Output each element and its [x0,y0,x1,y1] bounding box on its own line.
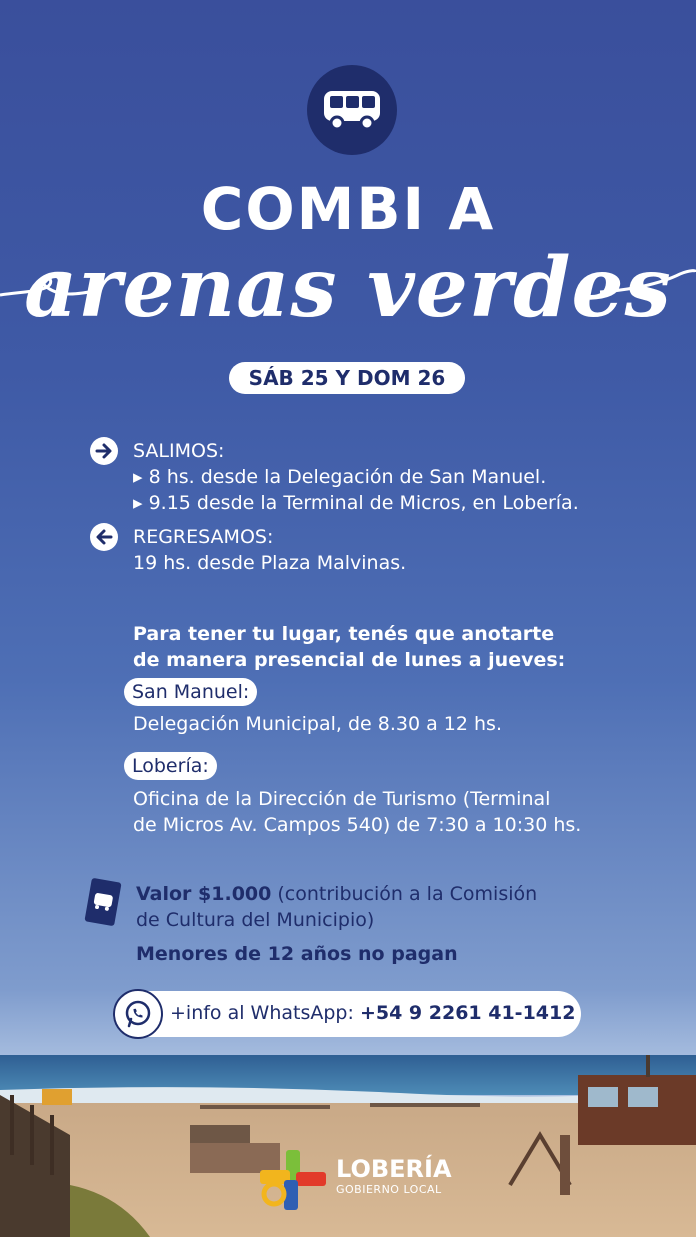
place-detail: Delegación Municipal, de 8.30 a 12 hs. [133,713,502,735]
date-badge: SÁB 25 Y DOM 26 [229,362,465,394]
place-badge-loberia: Lobería: [124,752,217,780]
price-line: Valor $1.000 (contribución a la Comisión [136,883,538,905]
whatsapp-icon[interactable] [113,989,163,1039]
departure-item: ▸ 8 hs. desde la Delegación de San Manuel. [133,466,547,488]
place-badge-san-manuel: San Manuel: [124,678,257,706]
whatsapp-text: +info al WhatsApp: +54 9 2261 41-1412 [170,1002,576,1024]
return-heading: REGRESAMOS: [133,526,274,548]
place-detail: de Micros Av. Campos 540) de 7:30 a 10:30 hs. [133,814,582,836]
beach-photo [0,1055,696,1237]
arrow-left-icon [90,523,118,551]
logo-subtitle: GOBIERNO LOCAL [336,1183,442,1196]
logo-icon [256,1148,330,1219]
registration-intro: Para tener tu lugar, tenés que anotarte [133,623,555,645]
departure-item: ▸ 9.15 desde la Terminal de Micros, en Lobería. [133,492,579,514]
ticket-icon [82,876,124,933]
title-line-1: COMBI A [200,175,496,243]
place-detail: Oficina de la Dirección de Turismo (Terminal [133,788,551,810]
bus-icon [307,65,397,155]
return-detail: 19 hs. desde Plaza Malvinas. [133,552,407,574]
price-note: de Cultura del Municipio) [136,909,375,931]
arrow-right-icon [90,437,118,465]
logo-name: LOBERÍA [336,1155,452,1183]
title-line-2: arenas verdes [24,240,672,336]
free-note: Menores de 12 años no pagan [136,943,458,965]
title-line-2-wrap [0,240,696,350]
departure-heading: SALIMOS: [133,440,225,462]
registration-intro: de manera presencial de lunes a jueves: [133,649,566,671]
